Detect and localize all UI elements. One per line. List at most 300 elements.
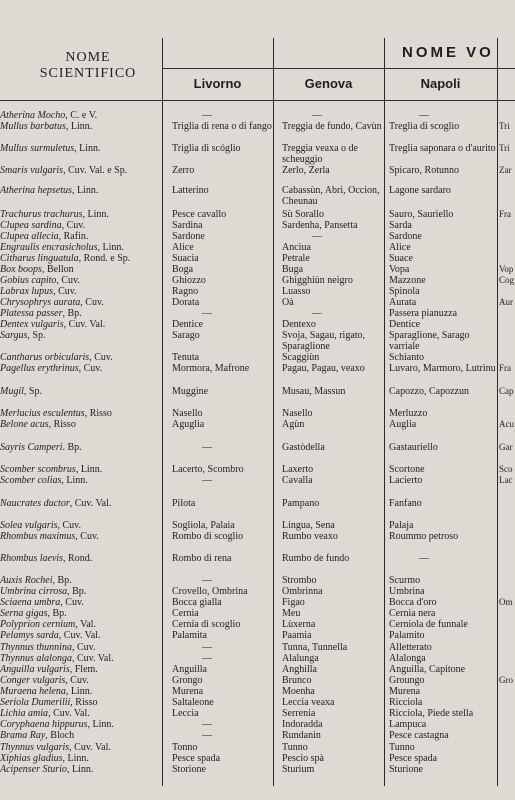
livorno-name-cell: Bocca gialla: [172, 597, 222, 608]
authority: , Linn.: [75, 464, 103, 475]
genova-name-cell: Pescio spà: [282, 753, 324, 764]
livorno-name-cell: Latterino: [172, 185, 209, 196]
livorno-name-cell: —: [202, 308, 212, 319]
scientific-name-cell: [0, 363, 160, 374]
cut-off-name-cell: Aur: [499, 297, 513, 307]
genova-name-cell: —: [312, 231, 322, 242]
authority: , Cuv. Val.: [71, 653, 114, 664]
napoli-name-cell: Fanfano: [389, 498, 422, 509]
scientific-name-cell: [0, 719, 160, 730]
genova-name-cell: Rundanin: [282, 730, 321, 741]
napoli-name-cell: Luvaro, Marmoro, Lutrinu: [389, 363, 496, 374]
authority: , Rafin.: [58, 231, 89, 242]
napoli-name-cell: Vopa: [389, 264, 410, 275]
cut-off-name-cell: Tri: [499, 143, 510, 153]
scientific-name: Mullus surmuletus: [0, 143, 75, 154]
napoli-name-cell: Cernia nera: [389, 608, 436, 619]
livorno-name-cell: Saltaleone: [172, 697, 214, 708]
scientific-name-cell: [0, 209, 160, 220]
scientific-name: Pagellus erythrinus: [0, 363, 79, 374]
livorno-name-cell: Cernia: [172, 608, 199, 619]
livorno-name-cell: Sarago: [172, 330, 200, 341]
genova-name-cell: Petrale: [282, 253, 310, 264]
scientific-name: Coryphaena hippurus: [0, 719, 88, 730]
genova-name-cell: Luasso: [282, 286, 311, 297]
scientific-name-cell: [0, 185, 160, 196]
authority: , Linn.: [65, 121, 93, 132]
scientific-name-cell: [0, 686, 160, 697]
scientific-name-cell: [0, 608, 160, 619]
authority: , Flem.: [69, 664, 98, 675]
scientific-name-cell: [0, 319, 160, 330]
genova-name-cell: Lingua, Sena: [282, 520, 335, 531]
genova-name-cell: Paamia: [282, 630, 312, 641]
authority: , C. e V.: [65, 110, 98, 121]
authority: , Linn.: [65, 686, 93, 697]
scientific-name-cell: [0, 275, 160, 286]
napoli-name-cell: Spicaro, Rotunno: [389, 165, 459, 176]
scientific-name: Pelamys sarda: [0, 630, 59, 641]
genova-name-cell: Indoradda: [282, 719, 323, 730]
scientific-name: Thynnus alalonga: [0, 653, 72, 664]
napoli-name-cell: Auglia: [389, 419, 417, 430]
authority: , Cuv.: [57, 520, 82, 531]
scientific-name-cell: [0, 642, 160, 653]
scientific-name: Polyprion cernium: [0, 619, 76, 630]
genova-name-cell: Alalunga: [282, 653, 319, 664]
livorno-name-cell: Triglia di rena o di fango: [172, 121, 272, 132]
cut-off-name-cell: Lac: [499, 475, 513, 485]
napoli-name-cell: Palaja: [389, 520, 414, 531]
livorno-name-cell: Crovello, Ombrina: [172, 586, 248, 597]
authority: , Cuv. Val.: [63, 319, 106, 330]
napoli-name-cell: Scortone: [389, 464, 425, 475]
authority: , Linn.: [74, 143, 101, 154]
scientific-name: Sciaena umbra: [0, 597, 61, 608]
authority: , Bp.: [67, 586, 87, 597]
genova-name-cell: Anciua: [282, 242, 311, 253]
authority: , Cuv.: [53, 286, 77, 297]
cut-off-name-cell: Tri: [499, 121, 510, 131]
genova-name-cell: Laxerto: [282, 464, 314, 475]
scientific-name-cell: [0, 242, 160, 253]
cut-off-name-cell: Sco: [499, 464, 513, 474]
genova-name-cell: Sardenha, Pansetta: [282, 220, 358, 231]
authority: , Cuv.: [61, 220, 86, 231]
livorno-name-cell: Murena: [172, 686, 204, 697]
napoli-name-cell: Sarda: [389, 220, 412, 231]
genova-name-cell: Treggia veaxa o de scheuggio: [282, 143, 358, 165]
scientific-name-cell: [0, 475, 160, 486]
scientific-name: Clupea allecia: [0, 231, 59, 242]
authority: , Cuv.: [80, 297, 104, 308]
cut-off-name-cell: Fra: [499, 209, 511, 219]
scientific-name-cell: [0, 220, 160, 231]
scientific-name-cell: [0, 253, 160, 264]
genova-name-cell: Rumbo de fundo: [282, 553, 350, 564]
scientific-name-cell: [0, 553, 160, 564]
livorno-name-cell: Aguglia: [172, 419, 205, 430]
header-bottom-rule: [0, 100, 515, 101]
genova-name-cell: Cabassùn, Abri, Occion, Cheunau: [282, 185, 380, 207]
napoli-name-cell: —: [419, 110, 429, 121]
column-header-livorno: Livorno: [193, 76, 242, 91]
livorno-name-cell: —: [202, 475, 212, 486]
authority: , Linn.: [87, 719, 114, 730]
authority: , Risso: [48, 419, 76, 430]
scientific-name-cell: [0, 619, 160, 630]
genova-name-cell: Tunna, Tunnella: [282, 642, 348, 653]
authority: , Cuv. Val. e Sp.: [63, 165, 128, 176]
napoli-name-cell: Alletterato: [389, 642, 432, 653]
column-divider: [162, 38, 163, 786]
genova-name-cell: Oà: [282, 297, 294, 308]
napoli-name-cell: Umbrina: [389, 586, 425, 597]
scientific-name: Atherina hepsetus: [0, 185, 72, 196]
authority: , Cuv. Val.: [69, 742, 111, 753]
livorno-name-cell: —: [202, 442, 212, 453]
napoli-name-cell: Spinola: [389, 286, 420, 297]
scientific-name: Belone acus: [0, 419, 49, 430]
scientific-name: Naucrates ductor: [0, 498, 70, 509]
genova-name-cell: —: [312, 308, 322, 319]
genova-name-cell: Tunno: [282, 742, 308, 753]
scientific-name: Labrax lupus: [0, 286, 54, 297]
napoli-name-cell: Merluzzo: [389, 408, 428, 419]
scientific-name-cell: [0, 121, 160, 132]
scientific-name: Acipenser Sturio: [0, 764, 67, 775]
napoli-name-cell: Lacierto: [389, 475, 423, 486]
scientific-name-cell: [0, 352, 160, 363]
scientific-name: Platessa passer: [0, 308, 63, 319]
authority: , Cuv. Val.: [58, 630, 101, 641]
authority: , Cuv.: [65, 675, 89, 686]
column-divider: [384, 38, 385, 786]
scientific-name: Muraena helena: [0, 686, 66, 697]
livorno-name-cell: Sardina: [172, 220, 203, 231]
scientific-name-cell: [0, 110, 160, 121]
authority: , Linn.: [71, 185, 99, 196]
authority: , Bp.: [52, 575, 72, 586]
napoli-name-cell: Pesce castagna: [389, 730, 449, 741]
napoli-name-cell: Passera pianuzza: [389, 308, 458, 319]
genova-name-cell: Strombo: [282, 575, 317, 586]
scientific-name: Lichia amia: [0, 708, 49, 719]
genova-name-cell: Sù Sorallo: [282, 209, 324, 220]
livorno-name-cell: Tenuta: [172, 352, 200, 363]
scientific-name-cell: [0, 498, 160, 509]
column-header-napoli: Napoli: [420, 76, 461, 91]
genova-name-cell: Cavalla: [282, 475, 313, 486]
scientific-name: Atherina Mocho: [0, 110, 66, 121]
livorno-name-cell: —: [202, 642, 212, 653]
authority: , Cuv.: [75, 531, 99, 542]
napoli-name-cell: Scurmo: [389, 575, 421, 586]
genova-name-cell: Scaggiùn: [282, 352, 320, 363]
authority: , Cuv.: [78, 363, 103, 374]
genova-name-cell: —: [312, 110, 322, 121]
column-header-genova: Genova: [304, 76, 353, 91]
genova-name-cell: Lùxerna: [282, 619, 316, 630]
scientific-name-cell: [0, 730, 160, 741]
napoli-name-cell: —: [419, 553, 429, 564]
cut-off-name-cell: Cap: [499, 386, 514, 396]
genova-name-cell: Musau, Massun: [282, 386, 346, 397]
genova-name-cell: Anghilla: [282, 664, 317, 675]
cut-off-name-cell: Vop: [499, 264, 514, 274]
authority: , Linn.: [61, 475, 88, 486]
livorno-name-cell: Lacerto, Scombro: [172, 464, 244, 475]
cut-off-name-cell: Cog: [499, 275, 515, 285]
livorno-name-cell: —: [202, 110, 212, 121]
genova-name-cell: Pagau, Pagau, veaxo: [282, 363, 365, 374]
livorno-name-cell: Rombo di rena: [172, 553, 232, 564]
napoli-name-cell: Treglia di scoglio: [389, 121, 460, 132]
scientific-name: Xiphias gladius: [0, 753, 63, 764]
livorno-name-cell: Palamita: [172, 630, 207, 641]
scientific-name-cell: [0, 520, 160, 531]
livorno-name-cell: Leccia: [172, 708, 199, 719]
napoli-name-cell: Groungo: [389, 675, 425, 686]
scientific-name-cell: [0, 575, 160, 586]
scientific-name-cell: [0, 419, 160, 430]
livorno-name-cell: Rombo di scoglio: [172, 531, 244, 542]
scientific-name: Trachurus trachurus: [0, 209, 83, 220]
authority: . Bp.: [62, 442, 82, 453]
cut-off-name-cell: Gro: [499, 675, 513, 685]
genova-name-cell: Nasello: [282, 408, 313, 419]
genova-name-cell: Agùn: [282, 419, 305, 430]
scientific-name: Cantharus orbicularis: [0, 352, 90, 363]
scientific-name: Thynnus thunnina: [0, 642, 72, 653]
authority: , Bloch: [45, 730, 75, 741]
scientific-name: Sayris Camperi: [0, 442, 63, 453]
authority: , Linn.: [97, 242, 124, 253]
napoli-name-cell: Suace: [389, 253, 413, 264]
header-nome-volgare: NOME VO: [402, 44, 494, 61]
genova-name-cell: Zerlo, Zerla: [282, 165, 330, 176]
napoli-name-cell: Lampuca: [389, 719, 427, 730]
scientific-name-cell: [0, 408, 160, 419]
napoli-name-cell: Aurata: [389, 297, 417, 308]
scientific-name-cell: [0, 386, 160, 397]
scientific-name: Rhombus laevis: [0, 553, 64, 564]
authority: , Linn.: [66, 764, 94, 775]
scientific-name-cell: [0, 697, 160, 708]
genova-name-cell: Svoja, Sagau, rigato, Sparaglione: [282, 330, 366, 352]
livorno-name-cell: —: [202, 730, 212, 741]
authority: , Bp.: [47, 608, 67, 619]
napoli-name-cell: Anguilla, Capitone: [389, 664, 466, 675]
scientific-name: Merlucius esculentus: [0, 408, 85, 419]
napoli-name-cell: Bocca d'oro: [389, 597, 437, 608]
napoli-name-cell: Dentice: [389, 319, 421, 330]
scientific-name-cell: [0, 753, 160, 764]
scientific-name: Serna gigas: [0, 608, 48, 619]
authority: , Rond.: [63, 553, 93, 564]
cut-off-name-cell: Gar: [499, 442, 513, 452]
napoli-name-cell: Sturione: [389, 764, 423, 775]
scientific-name-cell: [0, 143, 160, 154]
napoli-name-cell: Pesce spada: [389, 753, 438, 764]
scientific-name: Dentex vulgaris: [0, 319, 64, 330]
cut-off-name-cell: Acu: [499, 419, 514, 429]
livorno-name-cell: —: [202, 653, 212, 664]
scientific-name-cell: [0, 653, 160, 664]
scientific-name: Sargus: [0, 330, 28, 341]
livorno-name-cell: Pesce spada: [172, 753, 221, 764]
napoli-name-cell: Lagone sardaro: [389, 185, 451, 196]
napoli-name-cell: Murena: [389, 686, 421, 697]
livorno-name-cell: Boga: [172, 264, 194, 275]
livorno-name-cell: Zerro: [172, 165, 195, 176]
napoli-name-cell: Sardone: [389, 231, 422, 242]
napoli-name-cell: Palamito: [389, 630, 425, 641]
scientific-name-cell: [0, 708, 160, 719]
napoli-name-cell: Ricciola, Piede stella: [389, 708, 474, 719]
cut-off-name-cell: Fra: [499, 363, 511, 373]
scientific-name-cell: [0, 597, 160, 608]
genova-name-cell: Ghigghiùn neigro: [282, 275, 353, 286]
scientific-name-cell: [0, 231, 160, 242]
livorno-name-cell: Anguilla: [172, 664, 207, 675]
scientific-name-cell: [0, 286, 160, 297]
cut-off-name-cell: Zar: [499, 165, 512, 175]
scientific-name-cell: [0, 742, 160, 753]
genova-name-cell: Moenha: [282, 686, 315, 697]
livorno-name-cell: Mormora, Mafrone: [172, 363, 250, 374]
authority: , Sp.: [23, 386, 42, 397]
authority: , Cuv.: [56, 275, 80, 286]
livorno-name-cell: Muggine: [172, 386, 209, 397]
scientific-name: Seriola Dumerilii: [0, 697, 71, 708]
napoli-name-cell: Capozzo, Capozzun: [389, 386, 469, 397]
genova-name-cell: Buga: [282, 264, 304, 275]
scientific-name-cell: [0, 630, 160, 641]
authority: , Val.: [75, 619, 96, 630]
header-nome-scientifico-text: NOME SCIENTIFICO: [39, 50, 137, 81]
scientific-name-cell: [0, 764, 160, 775]
livorno-name-cell: Nasello: [172, 408, 203, 419]
scientific-name-cell: [0, 675, 160, 686]
authority: , Bellon: [41, 264, 74, 275]
napoli-name-cell: Treglia saponara o d'aurito: [389, 143, 496, 154]
scientific-name-cell: [0, 165, 160, 176]
scientific-name-cell: [0, 464, 160, 475]
livorno-name-cell: Suacia: [172, 253, 199, 264]
scientific-name-cell: [0, 297, 160, 308]
authority: , Cuv.: [71, 642, 96, 653]
livorno-name-cell: Pesce cavallo: [172, 209, 227, 220]
napoli-name-cell: Cerniola de funnale: [389, 619, 468, 630]
napoli-name-cell: Mazzone: [389, 275, 426, 286]
scientific-name-cell: [0, 442, 160, 453]
scientific-name: Scomber scombrus: [0, 464, 76, 475]
napoli-name-cell: Sparaglione, Sarago varriale: [389, 330, 470, 352]
authority: , Risso: [70, 697, 98, 708]
genova-name-cell: Meu: [282, 608, 301, 619]
livorno-name-cell: Dorata: [172, 297, 200, 308]
napoli-name-cell: Alalonga: [389, 653, 426, 664]
genova-name-cell: Treggia de fundo, Cavùn: [282, 121, 382, 132]
authority: , Risso: [84, 408, 112, 419]
scientific-name: Thynnus vulgaris: [0, 742, 70, 753]
livorno-name-cell: Pilota: [172, 498, 196, 509]
livorno-name-cell: —: [202, 719, 212, 730]
genova-name-cell: Rumbo veaxo: [282, 531, 338, 542]
genova-name-cell: Sturium: [282, 764, 315, 775]
authority: , Bp.: [62, 308, 82, 319]
napoli-name-cell: Roummo petroso: [389, 531, 459, 542]
napoli-name-cell: Tunno: [389, 742, 415, 753]
livorno-name-cell: Triglia di scóglio: [172, 143, 241, 154]
header-divider: [162, 68, 515, 69]
genova-name-cell: Leccia veaxa: [282, 697, 335, 708]
napoli-name-cell: Schianto: [389, 352, 424, 363]
scientific-name: Anguilla vulgaris: [0, 664, 70, 675]
livorno-name-cell: Sardone: [172, 231, 205, 242]
scientific-name: Gobius capito: [0, 275, 57, 286]
napoli-name-cell: Alice: [389, 242, 411, 253]
cut-off-name-cell: Om: [499, 597, 513, 607]
scientific-name-cell: [0, 308, 160, 319]
authority: , Linn.: [62, 753, 89, 764]
livorno-name-cell: Alice: [172, 242, 194, 253]
livorno-name-cell: Ghiozzo: [172, 275, 206, 286]
authority: , Cuv. Val.: [69, 498, 112, 509]
livorno-name-cell: Grongo: [172, 675, 203, 686]
scientific-name-cell: [0, 586, 160, 597]
genova-name-cell: Serrenia: [282, 708, 316, 719]
napoli-name-cell: Ricciola: [389, 697, 423, 708]
genova-name-cell: Gastòdella: [282, 442, 325, 453]
scientific-name: Brama Ray: [0, 730, 46, 741]
header-nome-scientifico: [18, 50, 158, 82]
scientific-name-cell: [0, 664, 160, 675]
scientific-name: Auxis Rochei: [0, 575, 53, 586]
livorno-name-cell: Ragno: [172, 286, 199, 297]
scientific-name-cell: [0, 531, 160, 542]
genova-name-cell: Dentexo: [282, 319, 316, 330]
livorno-name-cell: Storione: [172, 764, 206, 775]
genova-name-cell: Ombrinna: [282, 586, 323, 597]
scientific-name: Scomber colias: [0, 475, 62, 486]
scientific-name: Clupea sardina: [0, 220, 62, 231]
napoli-name-cell: Sauro, Sauriello: [389, 209, 454, 220]
authority: , Sp.: [27, 330, 46, 341]
livorno-name-cell: Cernia di scoglio: [172, 619, 241, 630]
scientific-name: Mugil: [0, 386, 24, 397]
scientific-name: Chrysophrys aurata: [0, 297, 81, 308]
authority: , Cuv. Val.: [48, 708, 90, 719]
scientific-name: Rhombus maximus: [0, 531, 76, 542]
scientific-name: Engraulis encrasicholus: [0, 242, 98, 253]
scientific-name: Umbrina cirrosa: [0, 586, 68, 597]
napoli-name-cell: Gastauriello: [389, 442, 438, 453]
livorno-name-cell: Sogliola, Palaia: [172, 520, 235, 531]
livorno-name-cell: Tonno: [172, 742, 198, 753]
genova-name-cell: Pampano: [282, 498, 320, 509]
scientific-name-cell: [0, 330, 160, 341]
genova-name-cell: Brunco: [282, 675, 312, 686]
genova-name-cell: Figao: [282, 597, 305, 608]
column-divider: [273, 38, 274, 786]
scientific-name: Mullus barbatus: [0, 121, 66, 132]
livorno-name-cell: —: [202, 575, 212, 586]
scientific-name: Box boops: [0, 264, 42, 275]
scientific-name: Citharus linguatula: [0, 253, 79, 264]
authority: , Cuv.: [89, 352, 113, 363]
